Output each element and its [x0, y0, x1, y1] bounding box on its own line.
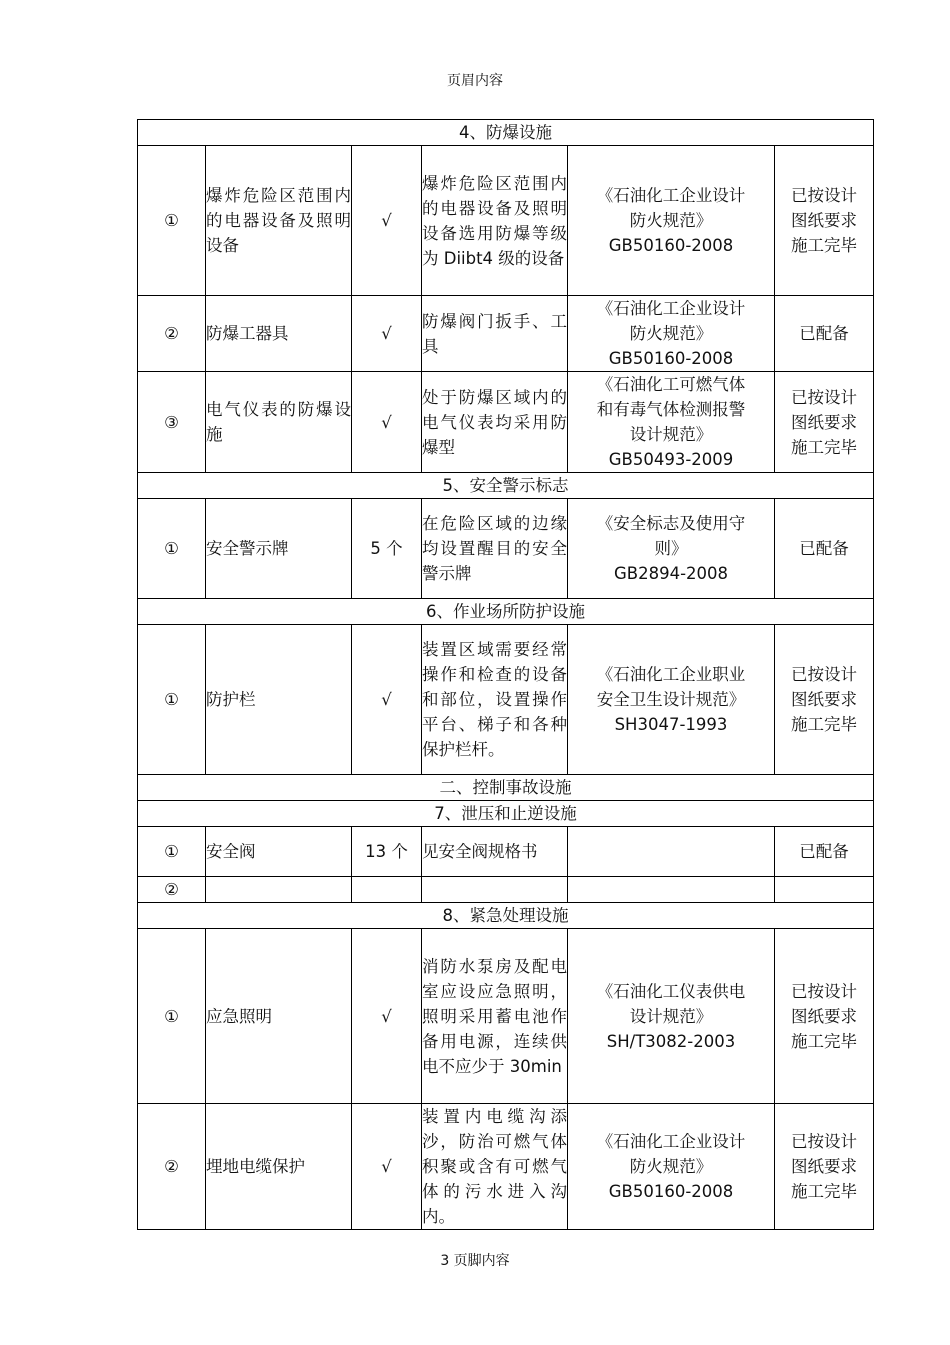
- table-row: [138, 929, 874, 1104]
- facility-description: 消防水泵房及配电室应设应急照明，照明采用蓄电池作备用电源，连续供电不应少于 30min: [422, 929, 568, 1104]
- quantity-check: √: [352, 146, 422, 296]
- facility-name: 电气仪表的防爆设施: [206, 372, 352, 473]
- design-basis: 《石油化工可燃气体 和有毒气体检测报警 设计规范》 GB50493-2009: [568, 372, 775, 473]
- quantity-check: 5 个: [352, 499, 422, 599]
- completion-status: 已按设计 图纸要求 施工完毕: [775, 929, 874, 1104]
- table-row: [138, 372, 874, 473]
- page-header: 页眉内容: [447, 73, 503, 89]
- table-row: [138, 296, 874, 372]
- safety-facilities-table: [137, 119, 874, 1230]
- facility-name: 安全阀: [206, 827, 352, 877]
- completion-status: 已按设计 图纸要求 施工完毕: [775, 625, 874, 775]
- design-basis: 《石油化工企业设计 防火规范》 GB50160-2008: [568, 146, 775, 296]
- facility-description: 装置区域需要经常操作和检查的设备和部位，设置操作平台、梯子和各种保护栏杆。: [422, 625, 568, 775]
- facility-description: 爆炸危险区范围内的电器设备及照明设备选用防爆等级为 Diibt4 级的设备: [422, 146, 568, 296]
- section-heading: 4、防爆设施: [138, 120, 874, 146]
- table-row: [138, 877, 874, 903]
- design-basis: 《石油化工企业设计 防火规范》 GB50160-2008: [568, 296, 775, 372]
- design-basis: 《石油化工仪表供电 设计规范》 SH/T3082-2003: [568, 929, 775, 1104]
- quantity-check: √: [352, 372, 422, 473]
- completion-status: [775, 877, 874, 903]
- row-number: ①: [138, 929, 206, 1104]
- completion-status: 已配备: [775, 827, 874, 877]
- row-number: ①: [138, 625, 206, 775]
- facility-description: 见安全阀规格书: [422, 827, 568, 877]
- section-heading: 7、泄压和止逆设施: [138, 801, 874, 827]
- quantity-check: √: [352, 929, 422, 1104]
- section-heading: 5、安全警示标志: [138, 473, 874, 499]
- row-number: ①: [138, 499, 206, 599]
- facility-name: 应急照明: [206, 929, 352, 1104]
- design-basis: 《安全标志及使用守 则》 GB2894-2008: [568, 499, 775, 599]
- row-number: ①: [138, 146, 206, 296]
- row-number: ③: [138, 372, 206, 473]
- table-row: [138, 499, 874, 599]
- section-heading: 6、作业场所防护设施: [138, 599, 874, 625]
- quantity-check: √: [352, 296, 422, 372]
- completion-status: 已按设计 图纸要求 施工完毕: [775, 146, 874, 296]
- row-number: ②: [138, 1104, 206, 1230]
- table-row: [138, 1104, 874, 1230]
- design-basis: 《石油化工企业设计 防火规范》 GB50160-2008: [568, 1104, 775, 1230]
- facility-description: 装置内电缆沟添沙，防治可燃气体积聚或含有可燃气体的污水进入沟内。: [422, 1104, 568, 1230]
- completion-status: 已按设计 图纸要求 施工完毕: [775, 1104, 874, 1230]
- facility-description: 处于防爆区域内的电气仪表均采用防爆型: [422, 372, 568, 473]
- facility-name: 防护栏: [206, 625, 352, 775]
- completion-status: 已按设计 图纸要求 施工完毕: [775, 372, 874, 473]
- page-footer: 3 页脚内容: [440, 1253, 510, 1269]
- table-row: [138, 625, 874, 775]
- design-basis: [568, 877, 775, 903]
- quantity-check: √: [352, 625, 422, 775]
- row-number: ②: [138, 877, 206, 903]
- table-row: [138, 827, 874, 877]
- row-number: ①: [138, 827, 206, 877]
- quantity-check: 13 个: [352, 827, 422, 877]
- facility-name: 爆炸危险区范围内的电器设备及照明设备: [206, 146, 352, 296]
- section-heading: 8、紧急处理设施: [138, 903, 874, 929]
- completion-status: 已配备: [775, 499, 874, 599]
- completion-status: 已配备: [775, 296, 874, 372]
- row-number: ②: [138, 296, 206, 372]
- design-basis: [568, 827, 775, 877]
- facility-name: [206, 877, 352, 903]
- facility-name: 安全警示牌: [206, 499, 352, 599]
- section-heading: 二、控制事故设施: [138, 775, 874, 801]
- facility-description: 防爆阀门扳手、工具: [422, 296, 568, 372]
- table-row: [138, 146, 874, 296]
- facility-description: 在危险区域的边缘均设置醒目的安全警示牌: [422, 499, 568, 599]
- facility-description: [422, 877, 568, 903]
- facility-name: 防爆工器具: [206, 296, 352, 372]
- quantity-check: √: [352, 1104, 422, 1230]
- facility-name: 埋地电缆保护: [206, 1104, 352, 1230]
- quantity-check: [352, 877, 422, 903]
- design-basis: 《石油化工企业职业 安全卫生设计规范》 SH3047-1993: [568, 625, 775, 775]
